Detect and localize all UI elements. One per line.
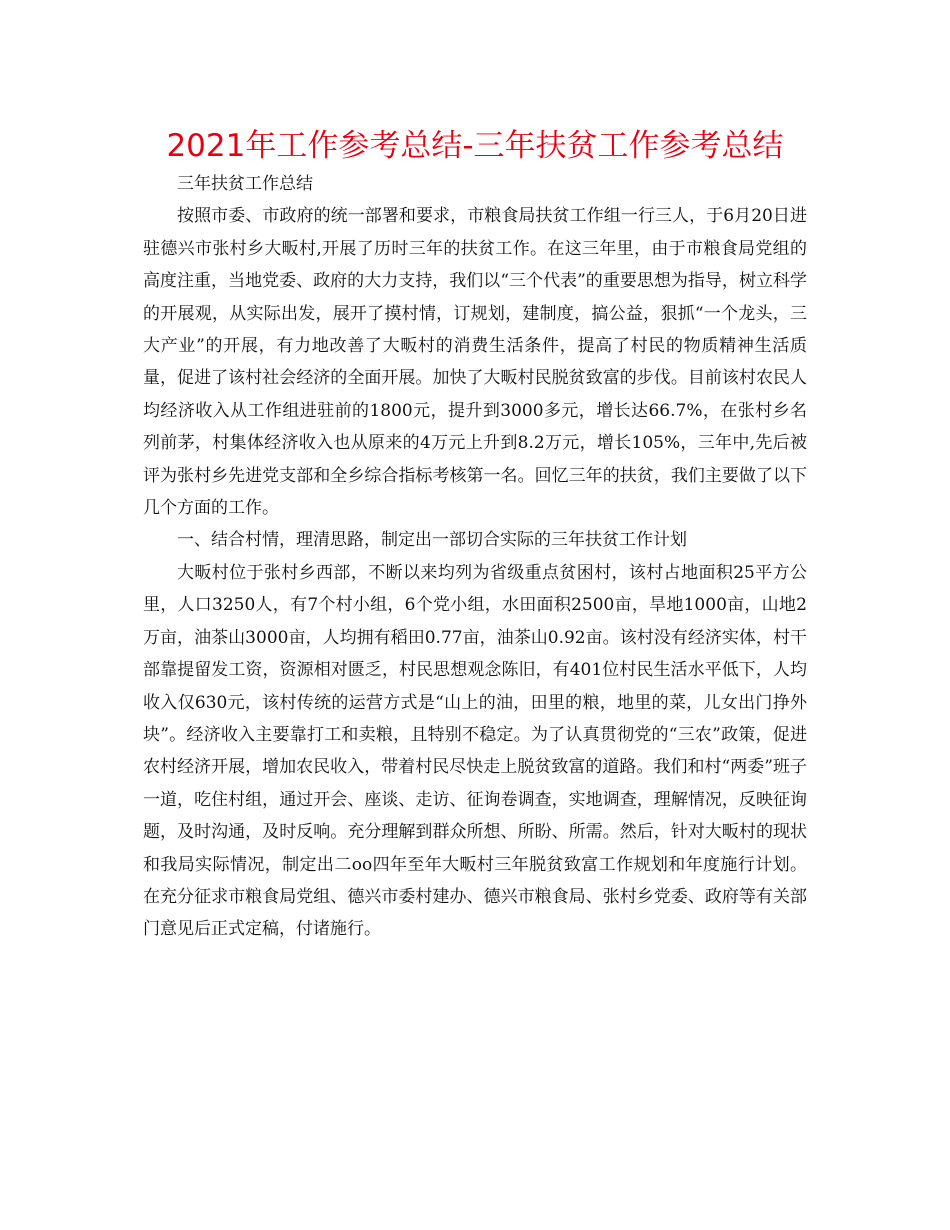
subtitle-paragraph: 三年扶贫工作总结 <box>177 174 313 194</box>
section-heading-1: 一、结合村情，理清思路，制定出一部切合实际的三年扶贫工作计划 <box>177 530 687 551</box>
document-body <box>143 168 807 946</box>
document-title: 2021年工作参考总结-三年扶贫工作参考总结 <box>166 128 784 164</box>
body-paragraph-1: 按照市委、市政府的统一部署和要求，市粮食局扶贫工作组一行三人，于6月20日进驻德兴市张村乡大畈村,开展了历时三年的扶贫工作。在这三年里，由于市粮食局党组的高度注重，当地党委、政府的大力支持，我们以“三个代表”的重要思想为指导，树立科学的开展观，从实际出发，展开了摸村情，订规划，建制度，搞公益，狠抓“一个龙头，三大产业”的开展，有力地改善了大畈村的消费生活条件，提高了村民的物质精神生活质量，促进了该村社会经济的全面开展。加快了大畈村民脱贫致富的步伐。目前该村农民人均经济收入从工作组进驻前的1800元，提升到3000多元，增长达66.7%，在张村乡名列前茅，村集体经济收入也从原来的4万元上升到8.2万元，增长105%，三年中,先后被评为张村乡先进党支部和全乡综合指标考核第一名。回忆三年的扶贫，我们主要做了以下几个方面的工作。 <box>143 206 807 519</box>
body-paragraph-2: 大畈村位于张村乡西部，不断以来均列为省级重点贫困村，该村占地面积25平方公里，人口3250人，有7个村小组，6个党小组，水田面积2500亩，旱地1000亩，山地2万亩，油茶山3000亩，人均拥有稻田0.77亩，油茶山0.92亩。该村没有经济实体，村干部靠提留发工资，资源相对匮乏，村民思想观念陈旧，有401位村民生活水平低下，人均收入仅630元，该村传统的运营方式是“山上的油，田里的粮，地里的菜，儿女出门挣外块”。经济收入主要靠打工和卖粮，且特别不稳定。为了认真贯彻党的“三农”政策，促进农村经济开展，增加农民收入，带着村民尽快走上脱贫致富的道路。我们和村“两委”班子一道，吃住村组，通过开会、座谈、走访、征询卷调查，实地调查，理解情况，反映征询题，及时沟通，及时反响。充分理解到群众所想、所盼、所需。然后，针对大畈村的现状和我局实际情况，制定出二oo四年至年大畈村三年脱贫致富工作规划和年度施行计划。在充分征求市粮食局党组、德兴市委村建办、德兴市粮食局、张村乡党委、政府等有关部门意见后正式定稿，付诸施行。 <box>143 562 807 940</box>
